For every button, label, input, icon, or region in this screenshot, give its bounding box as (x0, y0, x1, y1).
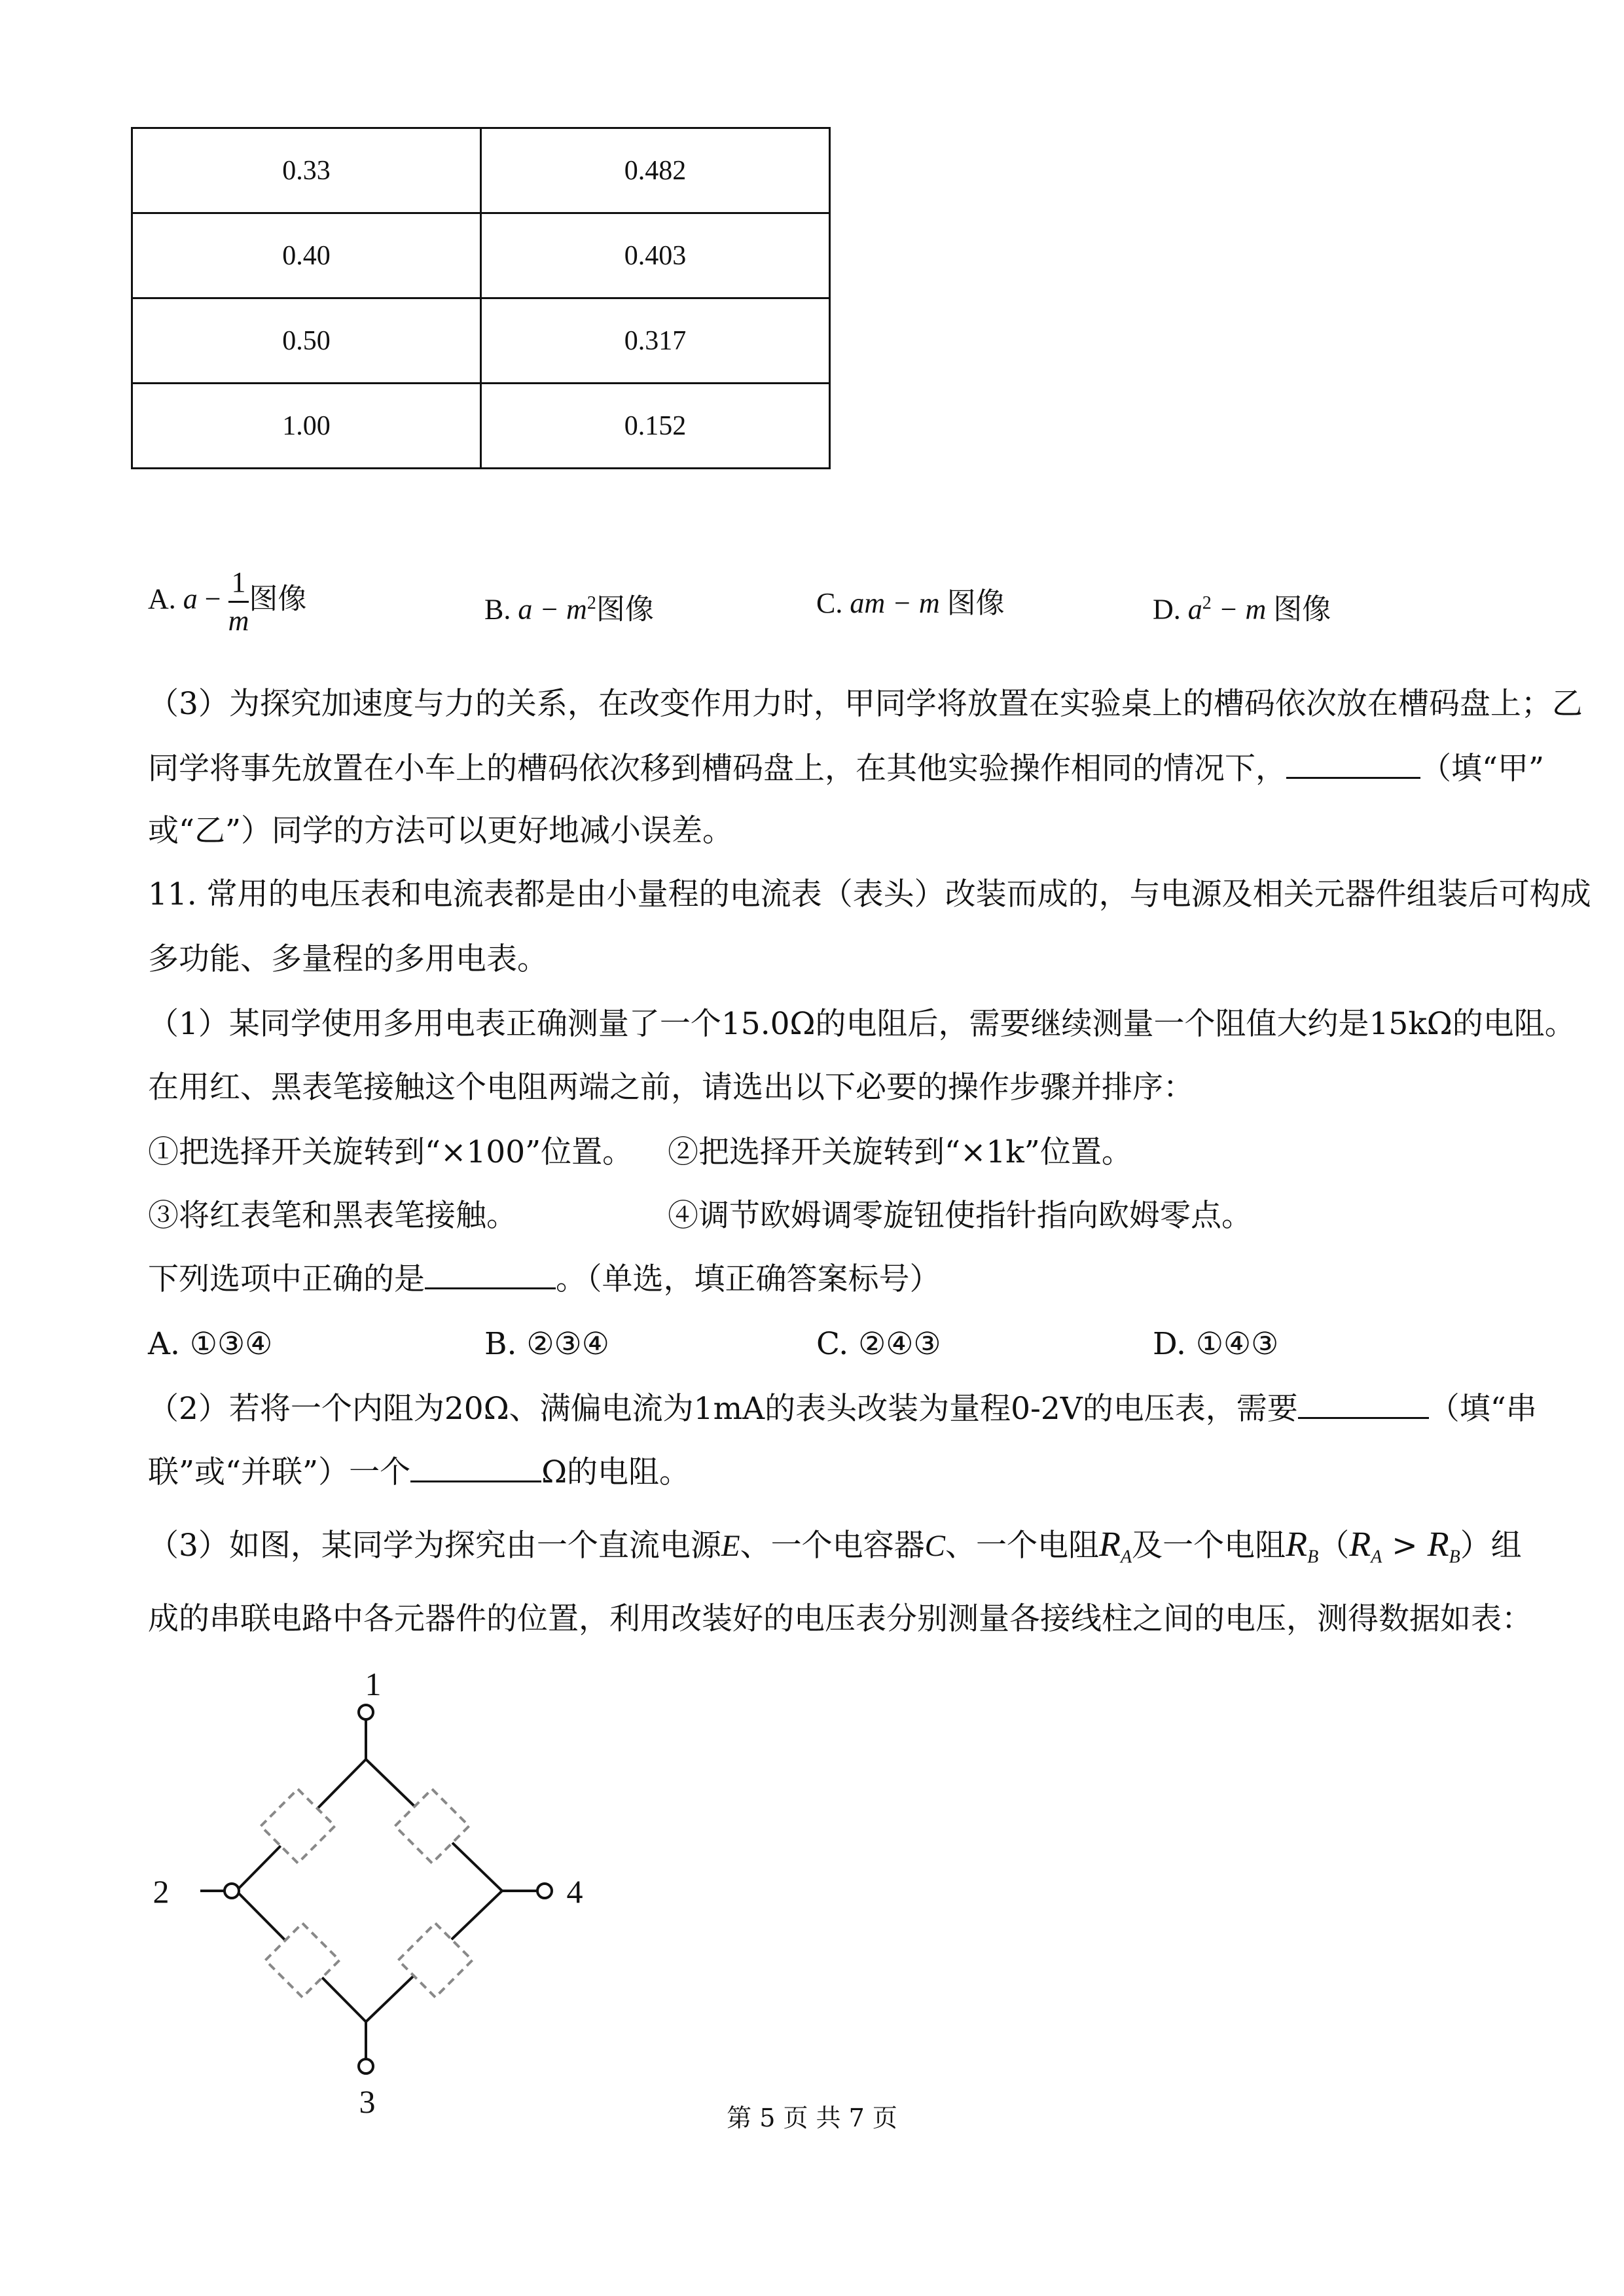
option-a: A. a − $\frac{1}{m}$ 图像 (148, 564, 306, 639)
terminal-4 (537, 1884, 552, 1898)
p2-line2: 联”或“并联”）一个 Ω的电阻。 (148, 1454, 691, 1490)
choice-d: D. ①④③ (1153, 1326, 1279, 1362)
cell: 0.482 (481, 128, 830, 213)
cell: 0.403 (481, 213, 830, 298)
cell: 1.00 (132, 384, 481, 469)
terminal-label-2: 2 (153, 1873, 170, 1910)
terminal-3 (359, 2059, 373, 2073)
q3-line1: （3）为探究加速度与力的关系，在改变作用力时，甲同学将放置在实验桌上的槽码依次放在槽码盘上；乙 (148, 686, 1583, 722)
option-c: C. am − m 图像 (816, 587, 1005, 619)
cell: 0.33 (132, 128, 481, 213)
choice-c: C. ②④③ (816, 1326, 941, 1362)
terminal-label-1: 1 (365, 1666, 382, 1702)
step-3: ③将红表笔和黑表笔接触。 (148, 1198, 517, 1234)
component-box (398, 1923, 472, 1997)
component-box (261, 1789, 334, 1863)
choice-a: A. ①③④ (148, 1326, 273, 1362)
cell: 0.40 (132, 213, 481, 298)
step-2: ②把选择开关旋转到“×1k”位置。 (668, 1134, 1132, 1170)
terminal-2 (225, 1884, 239, 1898)
terminal-label-4: 4 (566, 1873, 583, 1910)
terminal-1 (359, 1705, 373, 1719)
cell: 0.152 (481, 384, 830, 469)
p3-line1: （3）如图，某同学为探究由一个直流电源E、一个电容器C、一个电阻$R_A$及一个电阻$R_B(R_A > R_B)$组 (148, 1524, 1522, 1568)
choose-line: 下列选项中正确的是 。（单选，填正确答案标号） (148, 1261, 941, 1297)
option-d: D. $a^2 - m$ 图像 (1153, 593, 1331, 626)
q11-p1-line1: （1）某同学使用多用电表正确测量了一个15.0Ω的电阻后，需要继续测量一个阻值大约是15kΩ的电阻。 (148, 1006, 1576, 1042)
cell: 0.317 (481, 298, 830, 384)
q11-intro2: 多功能、多量程的多用电表。 (148, 941, 548, 977)
choice-b: B. ②③④ (484, 1326, 609, 1362)
p3-line2: 成的串联电路中各元器件的位置，利用改装好的电压表分别测量各接线柱之间的电压，测得数据如表： (148, 1601, 1532, 1637)
component-box (395, 1789, 469, 1863)
q11-intro1: 11. 常用的电压表和电流表都是由小量程的电流表（表头）改装而成的，与电源及相关元器件组装后可构成 (148, 876, 1591, 912)
option-b: B. $a - m^2$图像 (484, 593, 654, 626)
q3-line2: 同学将事先放置在小车上的槽码依次移到槽码盘上，在其他实验操作相同的情况下， （填“甲” (148, 751, 1545, 787)
terminal-label-3: 3 (359, 2083, 376, 2120)
step-4: ④调节欧姆调零旋钮使指针指向欧姆零点。 (668, 1198, 1252, 1234)
p2-line1: （2）若将一个内阻为20Ω、满偏电流为1mA的表头改装为量程0-2V的电压表，需要 （填“串 (148, 1391, 1537, 1427)
q3-line3: 或“乙”）同学的方法可以更好地减小误差。 (148, 813, 734, 849)
cell: 0.50 (132, 298, 481, 384)
page-footer: 第 5 页 共 7 页 (727, 2104, 897, 2132)
component-box (265, 1923, 339, 1997)
q11-p1-line2: 在用红、黑表笔接触这个电阻两端之前，请选出以下必要的操作步骤并排序： (148, 1069, 1194, 1105)
step-1: ①把选择开关旋转到“×100”位置。 (148, 1134, 634, 1170)
